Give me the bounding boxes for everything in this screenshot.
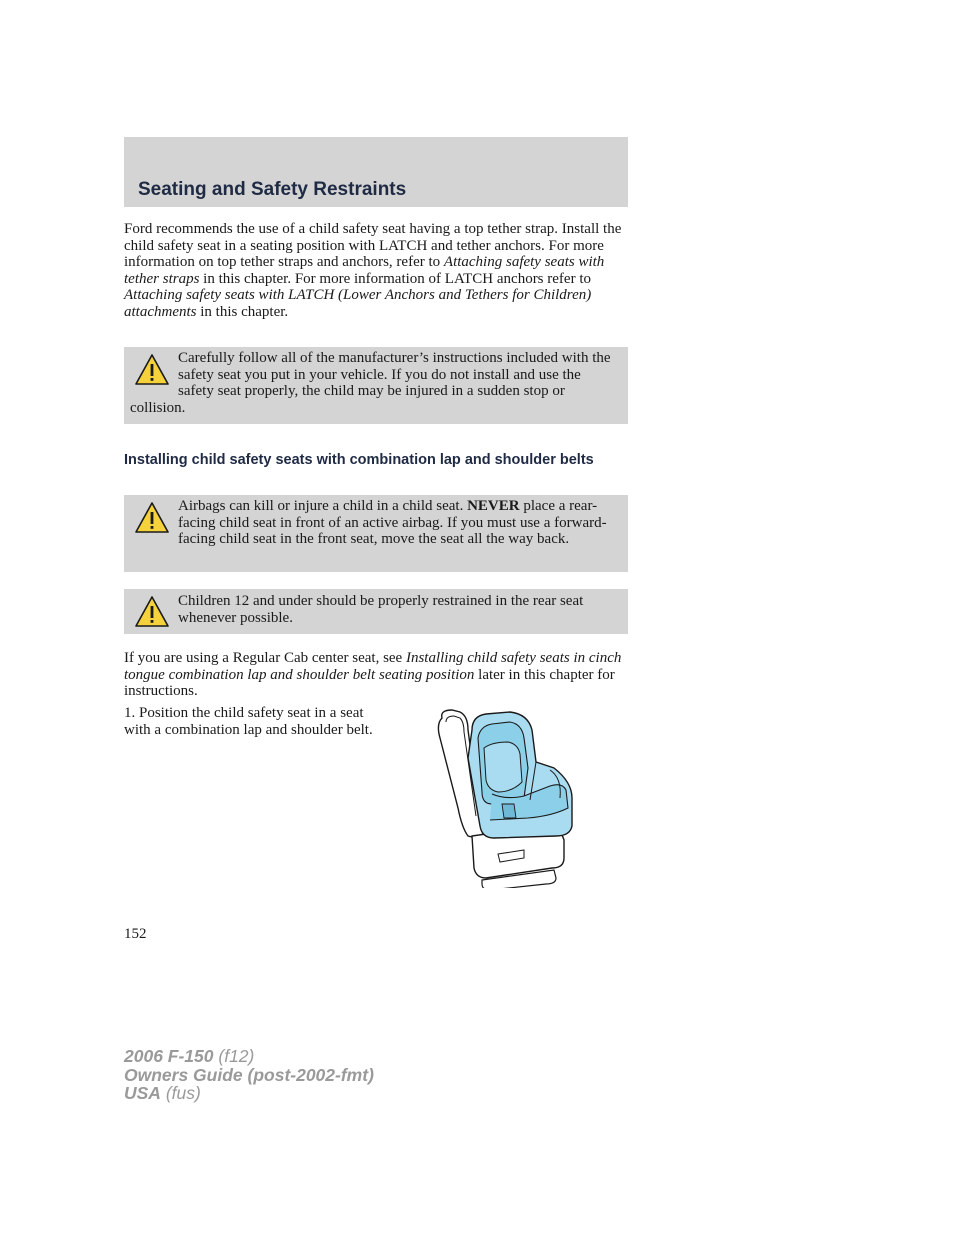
page-number: 152: [124, 926, 147, 942]
intro-reference-tether: Attaching safety seats with tether straps: [124, 254, 605, 287]
document-footer: [124, 1047, 374, 1103]
footer-line-guide: Owners Guide (post-2002-fmt): [124, 1064, 374, 1085]
warning-text-manufacturer: Carefully follow all of the manufacturer’s instructions included with the safety seat you put in your vehicle. If you do not install and use the safety seat properly, the child may be injured in a sudden stop or collision.: [130, 350, 611, 416]
cinch-tongue-reference: Installing child safety seats in cinch tongue combination lap and shoulder belt seating position: [124, 650, 622, 683]
section-title: Seating and Safety Restraints: [138, 179, 407, 200]
footer-line-model: 2006 F-150 (f12): [124, 1046, 255, 1066]
warning-box-manufacturer: [124, 347, 628, 424]
intro-paragraph: [124, 221, 628, 320]
intro-text-2: in this chapter. For more information of LATCH anchors refer to: [199, 270, 591, 287]
warning-text-children: Children 12 and under should be properly restrained in the rear seat whenever possible.: [178, 593, 584, 626]
child-seat-illustration: [432, 708, 582, 888]
intro-reference-latch: Attaching safety seats with LATCH (Lower Anchors and Tethers for Children) attachments: [124, 287, 592, 320]
warning-triangle-icon: [134, 595, 170, 629]
subheading-lap-shoulder: Installing child safety seats with combination lap and shoulder belts: [124, 452, 594, 468]
footer-line-market: USA (fus): [124, 1083, 201, 1103]
step-1-text: 1. Position the child safety seat in a seat with a combination lap and shoulder belt.: [124, 705, 373, 738]
warning-box-airbag: [124, 495, 628, 572]
warning-triangle-icon: [134, 353, 170, 387]
warning-text-airbag: Airbags can kill or injure a child in a child seat. NEVER place a rear-facing child seat in front of an active airbag. If you must use a forward-facing child seat in the front seat, move the seat all the way back.: [178, 498, 607, 547]
intro-text-3: in this chapter.: [196, 303, 289, 320]
never-emphasis: NEVER: [467, 498, 520, 514]
regular-cab-note: If you are using a Regular Cab center seat, see Installing child safety seats in cinch tongue combination lap and shoulder belt seating position later in this chapter for instructions.: [124, 650, 622, 699]
warning-box-children: [124, 589, 628, 634]
intro-text-1: Ford recommends the use of a child safety seat having a top tether strap. Install the child safety seat in a seating position with LATCH and tether anchors. For more information on top tether straps and anchors, refer to: [124, 221, 622, 270]
warning-triangle-icon: [134, 501, 170, 535]
